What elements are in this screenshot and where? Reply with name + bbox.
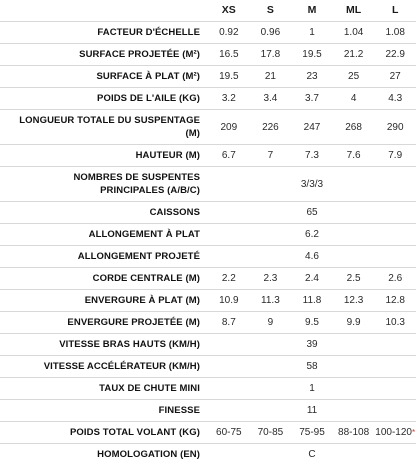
size-header-l: L	[374, 0, 416, 22]
spec-value: 1	[208, 378, 416, 400]
spec-row	[0, 290, 416, 312]
spec-value: 226	[250, 110, 292, 145]
spec-value: 11.8	[291, 290, 333, 312]
spec-value: 247	[291, 110, 333, 145]
spec-row	[0, 400, 416, 422]
spec-label: SURFACE À PLAT (M²)	[0, 66, 208, 88]
spec-value: 19.5	[291, 44, 333, 66]
spec-value: 0.92	[208, 22, 250, 44]
spec-label: ENVERGURE À PLAT (M)	[0, 290, 208, 312]
spec-label: ALLONGEMENT PROJETÉ	[0, 246, 208, 268]
spec-row	[0, 356, 416, 378]
spec-value: 75-95	[291, 422, 333, 444]
spec-label: ALLONGEMENT À PLAT	[0, 224, 208, 246]
spec-label: TAUX DE CHUTE MINI	[0, 378, 208, 400]
spec-value: 7.9	[374, 145, 416, 167]
spec-label: CORDE CENTRALE (M)	[0, 268, 208, 290]
spec-value: 7	[250, 145, 292, 167]
spec-label: CAISSONS	[0, 202, 208, 224]
spec-value: 16.5	[208, 44, 250, 66]
spec-value: 19.5	[208, 66, 250, 88]
size-header-s: S	[250, 0, 292, 22]
spec-value: 10.9	[208, 290, 250, 312]
spec-row	[0, 334, 416, 356]
spec-row	[0, 66, 416, 88]
size-header-m: M	[291, 0, 333, 22]
spec-value: 17.8	[250, 44, 292, 66]
spec-value: 2.6	[374, 268, 416, 290]
spec-label: FINESSE	[0, 400, 208, 422]
spec-row	[0, 44, 416, 66]
spec-label: NOMBRES DE SUSPENTES PRINCIPALES (A/B/C)	[0, 167, 208, 202]
spec-value: 12.8	[374, 290, 416, 312]
size-header-ml: ML	[333, 0, 375, 22]
spec-label: HOMOLOGATION (EN)	[97, 449, 201, 461]
spec-value: 7.3	[291, 145, 333, 167]
spec-row	[0, 224, 416, 246]
spec-value: 290	[374, 110, 416, 145]
spec-row	[0, 167, 416, 202]
spec-value: 25	[333, 66, 375, 88]
spec-label: POIDS TOTAL VOLANT (KG)	[0, 422, 208, 444]
spec-value: 70-85	[250, 422, 292, 444]
spec-value: 11.3	[250, 290, 292, 312]
spec-value: 3.7	[291, 88, 333, 110]
spec-value: 9	[250, 312, 292, 334]
spec-value: 9.9	[333, 312, 375, 334]
spec-label: VITESSE ACCÉLÉRATEUR (KM/H)	[0, 356, 208, 378]
spec-value: 27	[374, 66, 416, 88]
spec-value: 21	[250, 66, 292, 88]
spec-value: 2.3	[250, 268, 292, 290]
spec-value: 22.9	[374, 44, 416, 66]
spec-row	[0, 202, 416, 224]
spec-value: C	[308, 449, 316, 461]
spec-value: 209	[208, 110, 250, 145]
spec-row	[0, 378, 416, 400]
spec-value: 268	[333, 110, 375, 145]
spec-row	[0, 110, 416, 145]
spec-row	[0, 145, 416, 167]
spec-row	[0, 246, 416, 268]
spec-value: 39	[208, 334, 416, 356]
spec-value: 0.96	[250, 22, 292, 44]
spec-value: 65	[208, 202, 416, 224]
spec-value: 4.3	[374, 88, 416, 110]
spec-value: 3/3/3	[208, 167, 416, 202]
spec-value: 60-75	[208, 422, 250, 444]
spec-label: HAUTEUR (M)	[0, 145, 208, 167]
spec-value: 1.04	[333, 22, 375, 44]
spec-value: 12.3	[333, 290, 375, 312]
spec-value: 8.7	[208, 312, 250, 334]
spec-value: 100-120	[375, 427, 412, 438]
spec-label: LONGUEUR TOTALE DU SUSPENTAGE (M)	[0, 110, 208, 145]
spec-value: 88-108	[333, 422, 375, 444]
spec-row	[0, 422, 416, 444]
size-header-row	[0, 0, 416, 22]
footnote-asterisk: *	[411, 428, 416, 437]
spec-label: FACTEUR D'ÉCHELLE	[0, 22, 208, 44]
spec-value: 6.2	[208, 224, 416, 246]
spec-value: 1	[291, 22, 333, 44]
spec-value: 7.6	[333, 145, 375, 167]
spec-value: 6.7	[208, 145, 250, 167]
spec-value: 3.2	[208, 88, 250, 110]
spec-label: POIDS DE L'AILE (KG)	[0, 88, 208, 110]
spec-value: 2.5	[333, 268, 375, 290]
spec-row	[0, 312, 416, 334]
spec-value: 1.08	[374, 22, 416, 44]
spec-value: 11	[208, 400, 416, 422]
spec-value: 3.4	[250, 88, 292, 110]
size-header-xs: XS	[208, 0, 250, 22]
spec-row	[0, 22, 416, 44]
spec-value: 21.2	[333, 44, 375, 66]
spec-label: VITESSE BRAS HAUTS (KM/H)	[0, 334, 208, 356]
spec-value: 23	[291, 66, 333, 88]
spec-value: 4	[333, 88, 375, 110]
spec-row	[0, 88, 416, 110]
spec-row	[0, 444, 416, 466]
header-empty-cell	[0, 0, 208, 22]
spec-label: ENVERGURE PROJETÉE (M)	[0, 312, 208, 334]
spec-value: 2.4	[291, 268, 333, 290]
spec-value: 2.2	[208, 268, 250, 290]
spec-row	[0, 268, 416, 290]
spec-value-with-note	[374, 422, 416, 444]
spec-label: SURFACE PROJETÉE (M²)	[0, 44, 208, 66]
spec-value: 4.6	[208, 246, 416, 268]
spec-value: 10.3	[374, 312, 416, 334]
spec-value: 58	[208, 356, 416, 378]
spec-value: 9.5	[291, 312, 333, 334]
